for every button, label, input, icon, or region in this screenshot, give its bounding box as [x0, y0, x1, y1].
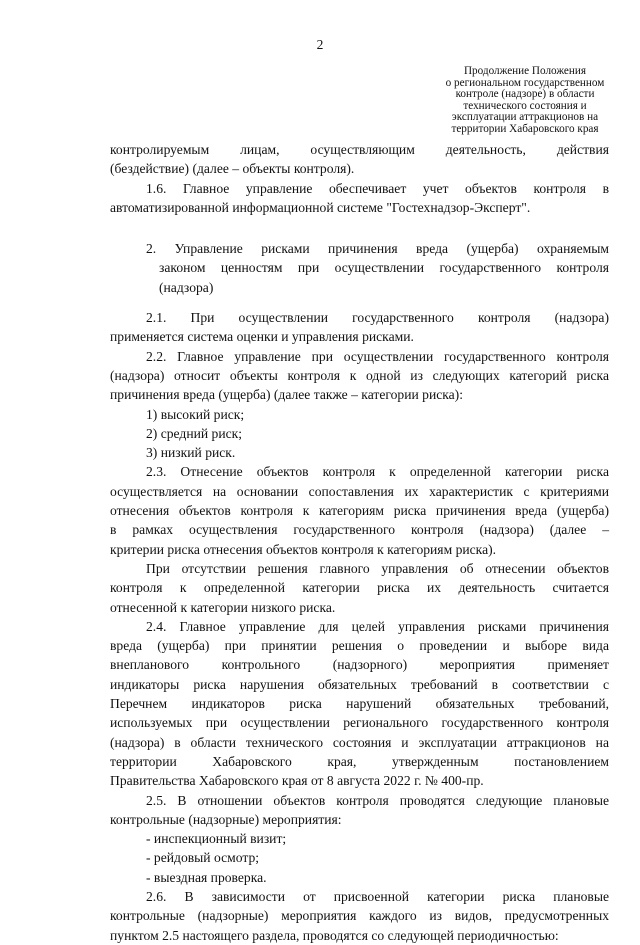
text-line: (надзора) относит объекты контроля к одной из следующих категорий риска	[110, 367, 609, 383]
page-number: 2	[316, 37, 324, 52]
text-line: При отсутствии решения главного управления об отнесении объектов	[146, 560, 609, 576]
text-line: 1.6. Главное управление обеспечивает учет объектов контроля в	[146, 180, 609, 196]
text-line: 2.5. В отношении объектов контроля проводятся следующие плановые	[146, 792, 609, 808]
header-line: контроле (надзоре) в области	[455, 88, 595, 101]
paragraph-continuation	[110, 140, 609, 179]
text-line: 2.1. При осуществлении государственного контроля (надзора)	[146, 310, 609, 326]
text-line: (надзора) в области технического состояния и эксплуатации аттракционов на	[110, 734, 609, 750]
paragraph-2-3-continued	[110, 559, 609, 617]
list-item: - рейдовый осмотр;	[146, 850, 260, 866]
paragraph-2-3	[110, 462, 609, 558]
list-item: 3) низкий риск.	[146, 445, 236, 461]
text-line: отнесения объектов контроля к категориям риска причинения вреда (ущерба)	[110, 503, 609, 519]
paragraph-1-6	[110, 179, 609, 218]
header-line: о региональном государственном	[445, 76, 605, 89]
list-item: 2) средний риск;	[146, 425, 243, 441]
text-line: (бездействие) (далее – объекты контроля).	[110, 161, 355, 177]
text-line: контролируемым лицам, осуществляющим деятельность, действия	[110, 142, 609, 157]
list-item: - инспекционный визит;	[146, 831, 287, 847]
document-body	[110, 140, 609, 945]
text-line: автоматизированной информационной системе "Гостехнадзор-Эксперт".	[110, 199, 531, 215]
text-line: контроля к определенной категории риска их деятельность считается	[110, 580, 609, 596]
text-line: критерии риска отнесения объектов контроля к категориям риска).	[110, 541, 497, 557]
text-line: используемых при осуществлении регионального государственного контроля	[110, 715, 609, 731]
text-line: индикаторы риска нарушения обязательных требований в соответствии с	[110, 676, 609, 692]
text-line: вреда (ущерба) при принятии решения о проведении и выборе вида	[110, 638, 609, 654]
text-line: в рамках осуществления государственного контроля (надзора) (далее –	[110, 522, 609, 538]
header-line: Продолжение Положения	[463, 65, 587, 77]
text-line: 2.6. В зависимости от присвоенной категории риска плановые	[146, 888, 609, 904]
text-line: причинения вреда (ущерба) (далее также – категории риска):	[110, 387, 463, 403]
list-item: 1) высокий риск;	[146, 406, 245, 422]
heading-line: законом ценностям при осуществлении государственного контроля	[159, 260, 609, 276]
heading-line: (надзора)	[159, 279, 214, 295]
text-line: Правительства Хабаровского края от 8 августа 2022 г. № 400-пр.	[110, 773, 484, 789]
header-line: технического состояния и	[463, 99, 587, 112]
text-line: территории Хабаровского края, утвержденным постановлением	[110, 753, 609, 769]
header-line: территории Хабаровского края	[451, 122, 599, 135]
paragraph-2-2	[110, 347, 609, 405]
paragraph-2-4	[110, 617, 609, 791]
text-line: применяется система оценки и управления рисками.	[110, 329, 414, 345]
text-line: отнесенной к категории низкого риска.	[110, 599, 336, 615]
text-line: 2.3. Отнесение объектов контроля к определенной категории риска	[146, 464, 609, 480]
text-line: контрольные (надзорные) мероприятия:	[110, 811, 342, 827]
heading-line: 2. Управление рисками причинения вреда (ущерба) охраняемым	[146, 241, 609, 257]
header-line: эксплуатации аттракционов на	[451, 111, 599, 124]
list-item: - выездная проверка.	[146, 869, 267, 885]
paragraph-2-5	[110, 791, 609, 830]
risk-category-list	[110, 405, 609, 463]
text-line: 2.4. Главное управление для целей управления рисками причинения	[146, 618, 609, 634]
text-line: пунктом 2.5 настоящего раздела, проводятся со следующей периодичностью:	[110, 927, 559, 943]
section-2-heading	[146, 239, 609, 297]
paragraph-2-6	[110, 887, 609, 945]
text-line: внепланового контрольного (надзорного) мероприятия применяет	[110, 657, 609, 673]
inspection-events-list	[110, 829, 609, 887]
continuation-header	[426, 66, 624, 136]
paragraph-2-1	[110, 308, 609, 347]
text-line: 2.2. Главное управление при осуществлении государственного контроля	[146, 348, 609, 364]
text-line: контрольные (надзорные) мероприятия каждого из видов, предусмотренных	[110, 908, 609, 924]
text-line: осуществляется на основании сопоставления их характеристик с критериями	[110, 483, 609, 499]
text-line: Перечнем индикаторов риска нарушений обязательных требований,	[110, 696, 609, 712]
